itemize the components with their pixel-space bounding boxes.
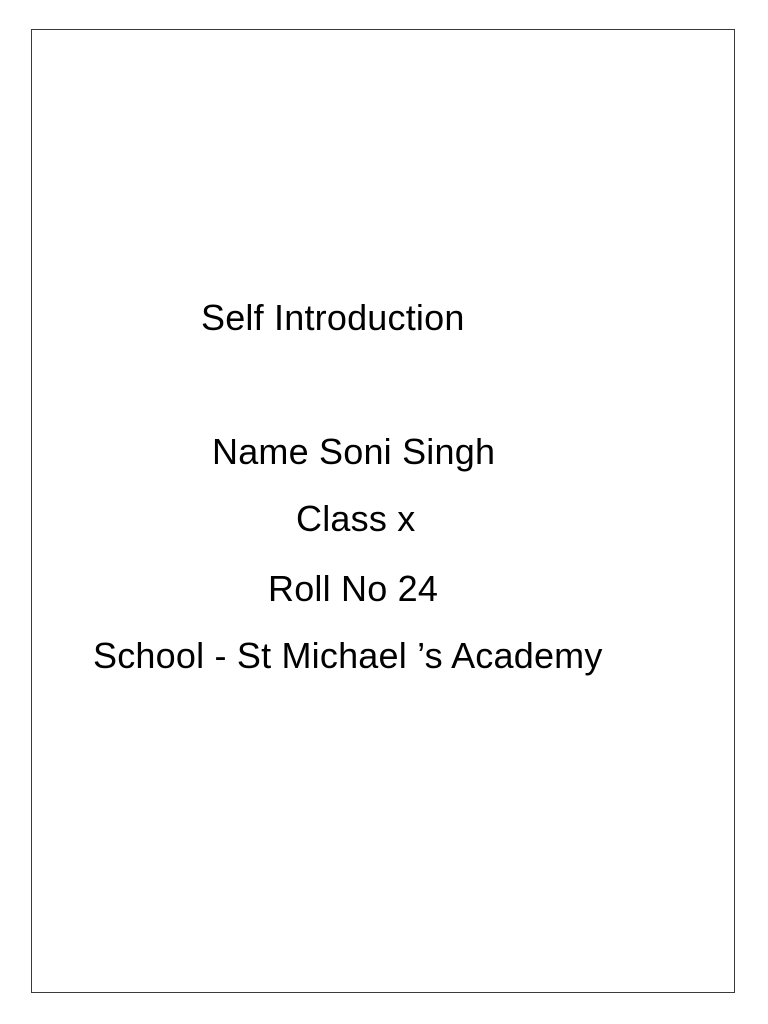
name-line: Name Soni Singh: [212, 431, 496, 472]
roll-number-line: Roll No 24: [268, 568, 439, 609]
class-line: Class x: [296, 498, 416, 539]
school-line: School - St Michael ’s Academy: [93, 635, 603, 676]
document-title: Self Introduction: [201, 297, 465, 338]
